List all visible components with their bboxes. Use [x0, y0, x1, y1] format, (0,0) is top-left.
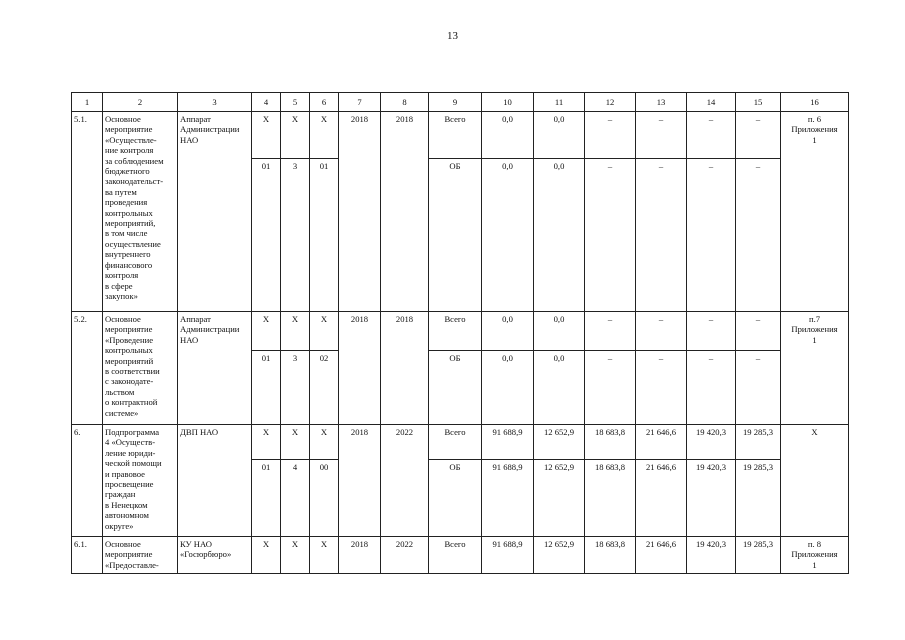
- start-year: 2018: [339, 112, 381, 312]
- program-name: Подпрограмма 4 «Осуществ- ление юриди- ческой помощи и правовое просвещение граждан в Ненецком автономном округе»: [103, 425, 178, 537]
- value-cell: –: [585, 351, 636, 425]
- value-cell: –: [736, 312, 781, 351]
- value-cell: –: [636, 112, 687, 159]
- code-cell: X: [252, 425, 281, 460]
- value-cell: 0,0: [534, 351, 585, 425]
- value-cell: –: [736, 159, 781, 312]
- value-cell: –: [636, 351, 687, 425]
- start-year: 2018: [339, 537, 381, 574]
- column-number: 10: [482, 93, 534, 112]
- value-cell: –: [585, 112, 636, 159]
- value-cell: 21 646,6: [636, 537, 687, 574]
- end-year: 2018: [381, 312, 429, 425]
- value-cell: –: [687, 159, 736, 312]
- appendix-reference: X: [781, 425, 849, 537]
- column-number: 9: [429, 93, 482, 112]
- code-cell: 02: [310, 351, 339, 425]
- appendix-reference: п. 8 Приложения 1: [781, 537, 849, 574]
- code-cell: X: [281, 312, 310, 351]
- column-number: 8: [381, 93, 429, 112]
- appendix-reference: п. 6 Приложения 1: [781, 112, 849, 312]
- value-cell: 12 652,9: [534, 425, 585, 460]
- code-cell: 01: [252, 460, 281, 537]
- appendix-reference: п.7 Приложения 1: [781, 312, 849, 425]
- value-cell: 0,0: [534, 159, 585, 312]
- code-cell: 01: [252, 159, 281, 312]
- executor: Аппарат Администрации НАО: [178, 312, 252, 425]
- page-number: 13: [447, 30, 458, 42]
- start-year: 2018: [339, 425, 381, 537]
- funding-source: Всего: [429, 312, 482, 351]
- executor: ДВП НАО: [178, 425, 252, 537]
- funding-source: Всего: [429, 425, 482, 460]
- code-cell: X: [252, 537, 281, 574]
- value-cell: 18 683,8: [585, 425, 636, 460]
- value-cell: 19 285,3: [736, 460, 781, 537]
- funding-source: Всего: [429, 112, 482, 159]
- table-row: [72, 312, 849, 351]
- executor: Аппарат Администрации НАО: [178, 112, 252, 312]
- row-number: 6.1.: [72, 537, 103, 574]
- value-cell: 0,0: [534, 312, 585, 351]
- value-cell: 21 646,6: [636, 460, 687, 537]
- executor: КУ НАО «Госюрбюро»: [178, 537, 252, 574]
- table-row: [72, 425, 849, 460]
- code-cell: X: [310, 425, 339, 460]
- code-cell: 01: [310, 159, 339, 312]
- column-number: 16: [781, 93, 849, 112]
- value-cell: –: [687, 351, 736, 425]
- program-name: Основное мероприятие «Осуществле- ние контроля за соблюдением бюджетного законодательст- ва путем проведения контрольных мероприятий, в том числе осуществление внутреннего финансового контроля в сфере закупок»: [103, 112, 178, 312]
- program-name: Основное мероприятие «Предоставле-: [103, 537, 178, 574]
- value-cell: 0,0: [482, 312, 534, 351]
- table-row: [72, 112, 849, 159]
- code-cell: X: [281, 112, 310, 159]
- column-number: 11: [534, 93, 585, 112]
- end-year: 2022: [381, 537, 429, 574]
- code-cell: X: [310, 537, 339, 574]
- code-cell: X: [252, 312, 281, 351]
- funding-source: ОБ: [429, 159, 482, 312]
- column-number: 2: [103, 93, 178, 112]
- table-row: [72, 537, 849, 574]
- column-number: 15: [736, 93, 781, 112]
- value-cell: –: [636, 159, 687, 312]
- code-cell: 3: [281, 159, 310, 312]
- value-cell: 0,0: [482, 351, 534, 425]
- value-cell: 18 683,8: [585, 537, 636, 574]
- budget-table: [71, 92, 849, 574]
- value-cell: 0,0: [482, 159, 534, 312]
- value-cell: –: [736, 112, 781, 159]
- value-cell: –: [687, 112, 736, 159]
- value-cell: 12 652,9: [534, 537, 585, 574]
- value-cell: –: [736, 351, 781, 425]
- code-cell: 01: [252, 351, 281, 425]
- column-number: 4: [252, 93, 281, 112]
- code-cell: 3: [281, 351, 310, 425]
- end-year: 2018: [381, 112, 429, 312]
- value-cell: 91 688,9: [482, 425, 534, 460]
- funding-source: ОБ: [429, 351, 482, 425]
- column-number: 3: [178, 93, 252, 112]
- value-cell: 19 420,3: [687, 537, 736, 574]
- value-cell: 19 420,3: [687, 425, 736, 460]
- program-name: Основное мероприятие «Проведение контрольных мероприятий в соответствии с законодате- льством о контрактной системе»: [103, 312, 178, 425]
- value-cell: 19 420,3: [687, 460, 736, 537]
- code-cell: X: [310, 112, 339, 159]
- value-cell: 19 285,3: [736, 425, 781, 460]
- value-cell: 18 683,8: [585, 460, 636, 537]
- code-cell: X: [281, 425, 310, 460]
- value-cell: 19 285,3: [736, 537, 781, 574]
- row-number: 6.: [72, 425, 103, 537]
- start-year: 2018: [339, 312, 381, 425]
- code-cell: X: [252, 112, 281, 159]
- column-number: 13: [636, 93, 687, 112]
- column-number: 7: [339, 93, 381, 112]
- code-cell: 4: [281, 460, 310, 537]
- column-number: 14: [687, 93, 736, 112]
- code-cell: X: [310, 312, 339, 351]
- column-number: 1: [72, 93, 103, 112]
- value-cell: 0,0: [534, 112, 585, 159]
- value-cell: 91 688,9: [482, 537, 534, 574]
- end-year: 2022: [381, 425, 429, 537]
- value-cell: –: [636, 312, 687, 351]
- value-cell: 0,0: [482, 112, 534, 159]
- column-number: 6: [310, 93, 339, 112]
- value-cell: 12 652,9: [534, 460, 585, 537]
- funding-source: ОБ: [429, 460, 482, 537]
- column-number: 5: [281, 93, 310, 112]
- value-cell: –: [687, 312, 736, 351]
- code-cell: 00: [310, 460, 339, 537]
- value-cell: –: [585, 159, 636, 312]
- header-row: [72, 93, 849, 112]
- funding-source: Всего: [429, 537, 482, 574]
- value-cell: –: [585, 312, 636, 351]
- row-number: 5.1.: [72, 112, 103, 312]
- column-number: 12: [585, 93, 636, 112]
- code-cell: X: [281, 537, 310, 574]
- value-cell: 21 646,6: [636, 425, 687, 460]
- row-number: 5.2.: [72, 312, 103, 425]
- value-cell: 91 688,9: [482, 460, 534, 537]
